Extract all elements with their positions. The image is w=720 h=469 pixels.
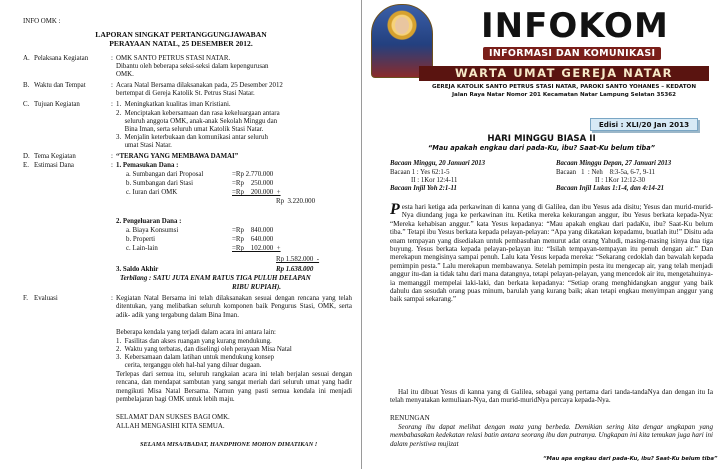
section-d-label: Tema Kegiatan [34, 153, 76, 160]
sunday-title: HARI MINGGU BIASA II [487, 134, 596, 144]
reading-title: Bacaan Minggu, 20 Januari 2013 [390, 160, 485, 167]
terbilang-line: Terbilang : SATU JUTA ENAM RATUS TIGA PULUH DELAPAN [120, 275, 311, 282]
section-c-line: umat Stasi Natar. [116, 142, 172, 149]
section-c-line: 1. Meningkatkan kualitas iman Kristiani. [116, 101, 231, 108]
report-heading-1: LAPORAN SINGKAT PERTANGGUNGJAWABAN [95, 30, 267, 39]
section-e-colon: : [111, 162, 113, 169]
expense-amount: =Rp 102.000 + [232, 245, 281, 252]
evaluasi-point: 2. Waktu yang terbatas, dan diselingi oleh perayaan Misa Natal [116, 346, 292, 353]
footer-quote: “Mau apa engkau dari pada-Ku, ibu? Saat-Ku belum tiba” [543, 456, 718, 462]
expense-label: c. Lain-lain [126, 245, 158, 252]
gospel-paragraph [390, 203, 713, 304]
evaluasi-allah: ALLAH MENGASIHI KITA SEMUA. [116, 423, 225, 430]
sunday-subtitle: “Mau apakah engkau dari pada-Ku, ibu? Saat-Ku belum tiba” [428, 144, 655, 152]
section-e-letter: E. [23, 162, 29, 169]
mary-face [395, 17, 409, 34]
reading-line: Bacaan 1 : Yes 62:1-5 [390, 169, 450, 176]
expense-label: b. Properti [126, 236, 156, 243]
section-f-label: Evaluasi [34, 295, 58, 302]
newsletter-page [363, 0, 720, 469]
saldo-label: 3. Saldo Akhir [116, 266, 159, 273]
masthead [363, 0, 720, 109]
edition-badge: Edisi : XLI/20 Jan 2013 [590, 118, 698, 131]
report-heading-2: PERAYAAN NATAL, 25 DESEMBER 2012. [109, 39, 253, 48]
evaluasi-intro: Kegiatan Natal Bersama ini telah dilaksanakan sesuai dengan rencana yang telah ditentukan, yang melibatkan seluruh komponen baik Pengurus Stasi, OMK, serta adik- adik yang tergabung dalam Bina Iman. [116, 295, 352, 319]
terbilang-line: RIBU RUPIAH). [232, 284, 282, 291]
handphone-note: SELAMA MISA/IBADAT, HANDPHONE MOHON DIMATIKAN ! [140, 441, 318, 448]
income-label: c. Iuran dari OMK [126, 189, 178, 196]
church-address: Jalan Raya Natar Nomor 201 Kecamatan Natar Lampung Selatan 35362 [451, 92, 677, 98]
drop-cap: P [390, 201, 400, 218]
section-b-line: Acara Natal Bersama dilaksanakan pada, 25 Desember 2012 [116, 82, 283, 89]
section-b-line: bertempat di Gereja Katolik St. Petrus Stasi Natar. [116, 90, 255, 97]
section-a-line: OMK. [116, 71, 134, 78]
income-label: a. Sumbangan dari Proposal [126, 171, 204, 178]
reading-line: Bacaan 1 : Neh 8:3-5a, 6-7, 9-11 [556, 169, 656, 176]
section-a-label: Pelaksana Kegiatan [34, 55, 89, 62]
gospel-text: esta hari ketiga ada perkawinan di kanna yang di Galilea, dan ibu Yesus ada disitu; Yesus dan murid-murid-Nya diundang juga ke perkawinan itu. Ketika mereka kekurangan anggur, ibu Yesus berkata kepada-Nya: “Mereka kehabisan anggur.” kata Yesus kepadanya: “Mau apakah engkau dari padaKu, ibu? Saat-Ku belum tiba.” Tetapi ibu Yesus berkata kepada pelayan-pelayan: “Apa yang dikatakan kepadamu, buatlah itu!” Disitu ada enam tempayan yang disediakan untuk pembasuhan menurut adat orang Yahudi, masing-masing isinya dua tiga buyung. Yesus berkata kepada pelayan-pelayan itu: “Isilah tempayan-tempayan itu penuh dengan air.” Dan merekapun mengisinya sampai penuh. Lalu kata Yesus kepada mereka: “Sekarang cedoklah dan bawalah kepada pemimpin pesta.” Lalu merekapun membawanya. Setelah pemimpin pesta itu mengecap air, yang telah menjadi anggur itu-dan ia tidak tahu dari mana datangnya, tetapi pelayan-pelayan, yang mencedok air itu, mengetahuinya-ia memanggil mempelai laki-laki, dan berkata kepadanya: “Setiap orang menghidangkan anggur yang baik dahulu dan sesudah orang puas minum, barulah yang kurang baik; akan tetapi engkau menyimpan anggur yang baik sampai sekarang.” [390, 203, 713, 304]
section-b-colon: : [111, 82, 113, 89]
saldo-value: Rp 1.638.000 [276, 266, 314, 273]
renungan-text: Seorang ibu dapat melihat dengan mata yang berbeda. Demikian sering kita dengar ungkapan yang membahasakan kedekatan relasi batin antara seorang ibu dan putranya. Ungkapan ini kita temukan juga hari ini dalam peristiwa mujizat [390, 423, 713, 448]
renungan-heading: RENUNGAN [390, 414, 430, 422]
section-b-letter: B. [23, 82, 30, 89]
income-amount: =Rp 200.000 + [232, 189, 281, 196]
section-f-colon: : [111, 295, 113, 302]
expense-title: 2. Pengeluaran Dana : [116, 218, 182, 225]
income-amount: =Rp 250.000 [232, 180, 274, 187]
section-a-line: OMK SANTO PETRUS STASI NATAR. [116, 55, 231, 62]
section-c-line: 3. Menjalin keterbukaan dan komunikasi antar seluruh [116, 134, 268, 141]
section-c-label: Tujuan Kegiatan [34, 101, 80, 108]
income-label: b. Sumbangan dari Stasi [126, 180, 193, 187]
expense-amount: =Rp 840.000 [232, 227, 274, 234]
evaluasi-point: cerita, terganggu oleh hal-hal yang diluar dugaan. [116, 362, 262, 369]
section-d-letter: D. [23, 153, 30, 160]
section-f-letter: F. [23, 295, 29, 302]
income-amount: =Rp 2.770.000 [232, 171, 274, 178]
section-a-colon: : [111, 55, 113, 62]
section-d-colon: : [111, 153, 113, 160]
reading-title: Bacaan Minggu Depan, 27 Januari 2013 [556, 160, 672, 167]
warta-banner: WARTA UMAT GEREJA NATAR [419, 66, 709, 81]
reading-line: II : 1Kor 12:4-11 [411, 177, 458, 184]
section-a-line: Dibantu oleh beberapa seksi-seksi dalam kepengurusan [116, 63, 269, 70]
section-b-label: Waktu dan Tempat [34, 82, 86, 89]
section-c-line: Bina Iman, serta seluruh umat Katolik Stasi Natar. [116, 126, 264, 133]
reading-gospel: Bacaan Injil Lukas 1:1-4, dan 4:14-21 [556, 185, 665, 192]
evaluasi-point: 3. Kebersamaan dalam latihan untuk mendukung konsep [116, 354, 275, 361]
evaluasi-closing: Terlepas dari semua itu, seluruh rangkaian acara ini telah berjalan sesuai dengan rencana, dan mendapat sambutan yang sangat meriah dari seluruh umat yang hadir mengikuti Misa Natal Bersama. Namun yang pasti semua kendala ini menjadi pembelajaran bagi OMK untuk lebih maju. [116, 371, 352, 404]
section-c-letter: C. [23, 101, 30, 108]
section-c-line: seluruh anggota OMK, anak-anak Sekolah Minggu dan [116, 118, 278, 125]
expense-label: a. Biaya Konsumsi [126, 227, 179, 234]
evaluasi-selamat: SELAMAT DAN SUKSES BAGI OMK. [116, 414, 230, 421]
infokom-logo: INFOKOM [481, 6, 669, 46]
theme-value: “TERANG YANG MEMBAWA DAMAI” [116, 153, 239, 160]
expense-total: Rp 1.582.000 - [276, 256, 320, 263]
evaluasi-line: Beberapa kendala yang terjadi dalam acara ini antara lain: [116, 329, 276, 336]
infokom-logo-subtitle: INFORMASI DAN KOMUNIKASI [483, 47, 661, 60]
parish-name: GEREJA KATOLIK SANTO PETRUS STASI NATAR, PAROKI SANTO YOHANES – KEDATON [432, 84, 696, 90]
reading-gospel: Bacaan Injil Yoh 2:1-11 [390, 185, 457, 192]
gospel-paragraph-2: Hal itu dibuat Yesus di kanna yang di Galilea, sebagai yang pertama dari tanda-tandaNya dan dengan itu Ia telah menyatakan kemuliaan-Nya, dan murid-muridNya percaya kepada-Nya. [390, 388, 713, 405]
evaluasi-point: 1. Fasilitas dan akses ruangan yang kurang mendukung. [116, 338, 272, 345]
reading-line: II : 1Kor 12:12-30 [595, 177, 646, 184]
section-c-line: 2. Menciptakan kebersamaan dan rasa kekeluargaan antara [116, 110, 280, 117]
income-title: 1. Pemasukan Dana : [116, 162, 179, 169]
section-a-letter: A. [23, 55, 30, 62]
info-omk-label: INFO OMK : [23, 18, 61, 25]
income-total: Rp 3.220.000 [276, 198, 316, 205]
section-e-label: Estimasi Dana [34, 162, 74, 169]
section-c-colon: : [111, 101, 113, 108]
expense-amount: =Rp 640.000 [232, 236, 274, 243]
